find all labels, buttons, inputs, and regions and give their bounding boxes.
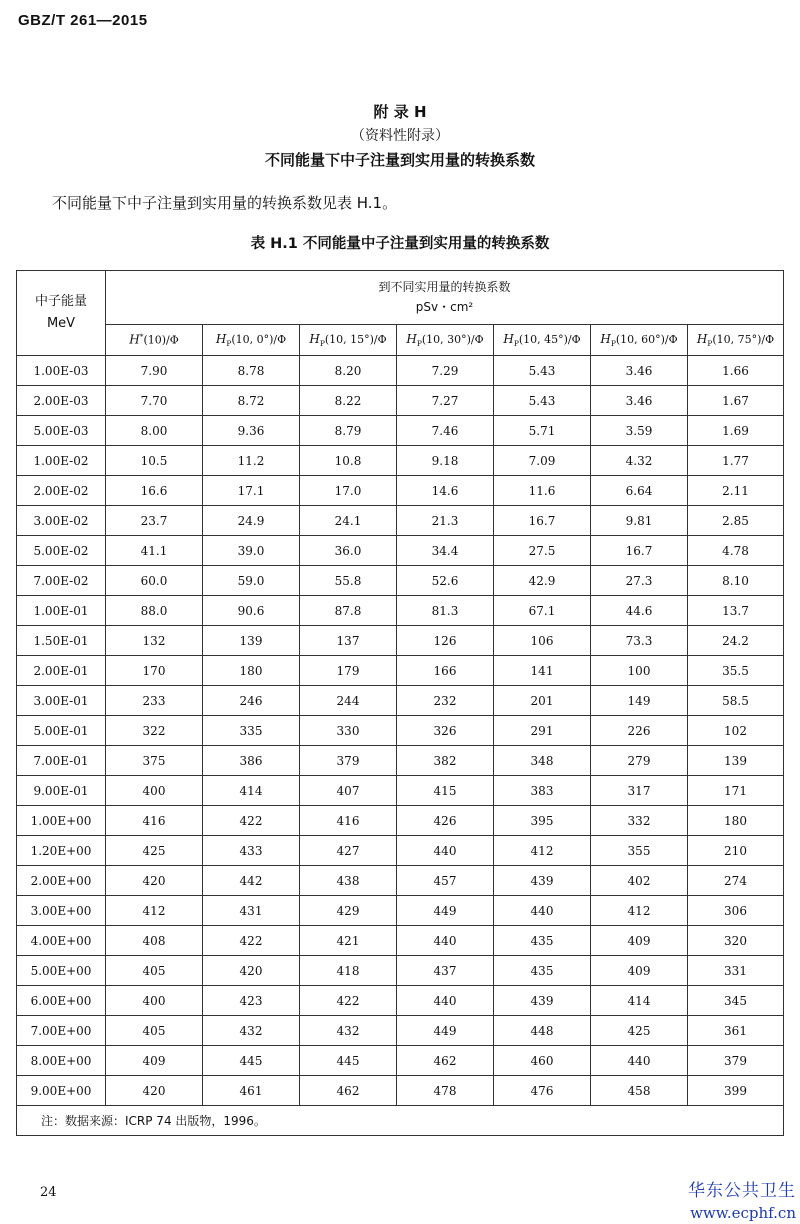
coefficient-cell: 55.8 (300, 566, 397, 596)
coefficient-cell: 35.5 (688, 656, 784, 686)
coefficient-cell: 132 (106, 626, 203, 656)
coefficient-cell: 379 (300, 746, 397, 776)
coefficient-cell: 423 (203, 986, 300, 1016)
energy-column-header (17, 271, 106, 356)
coefficient-cell: 4.78 (688, 536, 784, 566)
coefficient-cell: 16.7 (591, 536, 688, 566)
table-row (17, 836, 784, 866)
coefficient-cell: 44.6 (591, 596, 688, 626)
coefficient-cell: 462 (300, 1076, 397, 1106)
energy-header-unit: MeV (46, 316, 76, 331)
coefficient-cell: 414 (591, 986, 688, 1016)
coefficient-cell: 457 (397, 866, 494, 896)
coefficient-cell: 420 (203, 956, 300, 986)
coefficient-cell: 139 (688, 746, 784, 776)
table-row (17, 986, 784, 1016)
coefficient-cell: 11.6 (494, 476, 591, 506)
coefficient-cell: 210 (688, 836, 784, 866)
coefficient-cell: 81.3 (397, 596, 494, 626)
table-row (17, 656, 784, 686)
coefficient-cell: 179 (300, 656, 397, 686)
table-row (17, 596, 784, 626)
coefficient-cell: 433 (203, 836, 300, 866)
coefficient-cell: 326 (397, 716, 494, 746)
table-body (17, 356, 784, 1106)
page-number: 24 (40, 1185, 57, 1200)
coefficient-cell: 386 (203, 746, 300, 776)
quantity-header-7: $H_P(10$, 75°)/Φ (688, 324, 784, 355)
coefficient-cell: 409 (591, 926, 688, 956)
coefficient-cell: 170 (106, 656, 203, 686)
coefficient-cell: 106 (494, 626, 591, 656)
energy-cell: 8.00E+00 (17, 1046, 106, 1076)
table-row (17, 356, 784, 386)
coefficient-cell: 412 (494, 836, 591, 866)
quantity-header-4: $H_P(10$, 30°)/Φ (397, 324, 494, 355)
table-note-row (17, 1106, 784, 1136)
table-row (17, 866, 784, 896)
coefficient-cell: 8.72 (203, 386, 300, 416)
coefficient-cell: 322 (106, 716, 203, 746)
table-row (17, 896, 784, 926)
energy-cell: 5.00E-03 (17, 416, 106, 446)
table-row (17, 716, 784, 746)
table-row (17, 476, 784, 506)
coefficient-cell: 141 (494, 656, 591, 686)
coefficient-cell: 7.09 (494, 446, 591, 476)
coefficient-cell: 345 (688, 986, 784, 1016)
energy-cell: 4.00E+00 (17, 926, 106, 956)
watermark-name: 华东公共卫生 (688, 1181, 796, 1201)
table-container (16, 270, 783, 1136)
coefficient-cell: 16.6 (106, 476, 203, 506)
coefficient-cell: 448 (494, 1016, 591, 1046)
energy-cell: 1.00E-01 (17, 596, 106, 626)
coefficient-cell: 90.6 (203, 596, 300, 626)
coefficient-cell: 462 (397, 1046, 494, 1076)
coefficient-cell: 8.78 (203, 356, 300, 386)
coefficient-cell: 306 (688, 896, 784, 926)
coefficient-cell: 449 (397, 1016, 494, 1046)
group-header-unit: pSv・cm² (415, 300, 474, 315)
coefficient-cell: 23.7 (106, 506, 203, 536)
coefficient-cell: 420 (106, 866, 203, 896)
energy-cell: 3.00E-01 (17, 686, 106, 716)
coefficient-cell: 400 (106, 776, 203, 806)
coefficient-cell: 232 (397, 686, 494, 716)
coefficient-cell: 60.0 (106, 566, 203, 596)
coefficient-cell: 7.70 (106, 386, 203, 416)
coefficient-cell: 139 (203, 626, 300, 656)
coefficient-cell: 438 (300, 866, 397, 896)
coefficient-cell: 2.11 (688, 476, 784, 506)
coefficient-cell: 399 (688, 1076, 784, 1106)
energy-cell: 3.00E+00 (17, 896, 106, 926)
coefficient-cell: 41.1 (106, 536, 203, 566)
coefficient-cell: 440 (591, 1046, 688, 1076)
coefficient-cell: 9.18 (397, 446, 494, 476)
table-row (17, 626, 784, 656)
energy-cell: 7.00E+00 (17, 1016, 106, 1046)
appendix-label: 附 录 H (373, 103, 427, 121)
coefficient-cell: 440 (494, 896, 591, 926)
appendix-title: 不同能量下中子注量到实用量的转换系数 (264, 151, 535, 169)
coefficient-cell: 414 (203, 776, 300, 806)
coefficient-cell: 379 (688, 1046, 784, 1076)
coefficient-cell: 418 (300, 956, 397, 986)
coefficient-cell: 425 (591, 1016, 688, 1046)
coefficient-cell: 400 (106, 986, 203, 1016)
coefficient-cell: 458 (591, 1076, 688, 1106)
table-row (17, 776, 784, 806)
intro-paragraph: 不同能量下中子注量到实用量的转换系数见表 H.1。 (52, 194, 398, 212)
coefficient-cell: 409 (106, 1046, 203, 1076)
coefficient-cell: 16.7 (494, 506, 591, 536)
coefficient-cell: 445 (300, 1046, 397, 1076)
energy-cell: 2.00E+00 (17, 866, 106, 896)
coefficient-cell: 24.9 (203, 506, 300, 536)
coefficient-cell: 274 (688, 866, 784, 896)
energy-cell: 9.00E+00 (17, 1076, 106, 1106)
coefficient-cell: 317 (591, 776, 688, 806)
coefficient-cell: 8.20 (300, 356, 397, 386)
coefficient-cell: 42.9 (494, 566, 591, 596)
energy-cell: 2.00E-02 (17, 476, 106, 506)
coefficient-cell: 421 (300, 926, 397, 956)
coefficient-cell: 3.59 (591, 416, 688, 446)
coefficient-cell: 439 (494, 866, 591, 896)
coefficient-cell: 8.10 (688, 566, 784, 596)
coefficient-cell: 432 (300, 1016, 397, 1046)
energy-cell: 5.00E-01 (17, 716, 106, 746)
energy-cell: 2.00E-03 (17, 386, 106, 416)
coefficient-cell: 7.46 (397, 416, 494, 446)
coefficient-cell: 36.0 (300, 536, 397, 566)
quantity-header-2: $H_P(10$, 0°)/Φ (203, 324, 300, 355)
coefficient-group-header (106, 271, 784, 325)
coefficient-cell: 331 (688, 956, 784, 986)
coefficient-cell: 52.6 (397, 566, 494, 596)
coefficient-cell: 39.0 (203, 536, 300, 566)
table-note: 注：数据来源：ICRP 74 出版物，1996。 (17, 1106, 784, 1136)
table-row (17, 536, 784, 566)
coefficient-cell: 420 (106, 1076, 203, 1106)
coefficient-cell: 7.29 (397, 356, 494, 386)
energy-cell: 7.00E-02 (17, 566, 106, 596)
quantity-header-6: $H_P(10$, 60°)/Φ (591, 324, 688, 355)
coefficient-cell: 13.7 (688, 596, 784, 626)
coefficient-cell: 226 (591, 716, 688, 746)
table-row (17, 506, 784, 536)
coefficient-cell: 425 (106, 836, 203, 866)
coefficient-cell: 291 (494, 716, 591, 746)
coefficient-cell: 6.64 (591, 476, 688, 506)
energy-cell: 1.20E+00 (17, 836, 106, 866)
coefficient-cell: 330 (300, 716, 397, 746)
coefficient-cell: 402 (591, 866, 688, 896)
appendix-type: （资料性附录） (351, 128, 449, 144)
coefficient-cell: 426 (397, 806, 494, 836)
energy-cell: 1.00E-03 (17, 356, 106, 386)
coefficient-cell: 1.69 (688, 416, 784, 446)
coefficient-cell: 405 (106, 1016, 203, 1046)
coefficient-cell: 416 (300, 806, 397, 836)
coefficient-cell: 102 (688, 716, 784, 746)
coefficient-cell: 1.77 (688, 446, 784, 476)
coefficient-cell: 412 (591, 896, 688, 926)
watermark (688, 1180, 796, 1224)
coefficient-cell: 1.66 (688, 356, 784, 386)
coefficient-cell: 335 (203, 716, 300, 746)
coefficient-cell: 10.5 (106, 446, 203, 476)
table-caption: 表 H.1 不同能量中子注量到实用量的转换系数 (250, 236, 550, 252)
table-row (17, 416, 784, 446)
energy-cell: 7.00E-01 (17, 746, 106, 776)
coefficient-cell: 439 (494, 986, 591, 1016)
coefficient-cell: 100 (591, 656, 688, 686)
coefficient-cell: 460 (494, 1046, 591, 1076)
coefficient-cell: 180 (203, 656, 300, 686)
energy-cell: 6.00E+00 (17, 986, 106, 1016)
coefficient-cell: 27.3 (591, 566, 688, 596)
coefficient-cell: 332 (591, 806, 688, 836)
coefficient-cell: 5.71 (494, 416, 591, 446)
coefficient-cell: 7.90 (106, 356, 203, 386)
appendix-heading (0, 100, 800, 172)
coefficient-cell: 5.43 (494, 356, 591, 386)
coefficient-cell: 431 (203, 896, 300, 926)
coefficient-cell: 408 (106, 926, 203, 956)
coefficient-cell: 3.46 (591, 356, 688, 386)
coefficient-cell: 88.0 (106, 596, 203, 626)
coefficient-cell: 126 (397, 626, 494, 656)
table-row (17, 686, 784, 716)
coefficient-cell: 422 (203, 806, 300, 836)
coefficient-cell: 382 (397, 746, 494, 776)
coefficient-cell: 11.2 (203, 446, 300, 476)
coefficient-cell: 279 (591, 746, 688, 776)
energy-cell: 5.00E+00 (17, 956, 106, 986)
coefficient-cell: 375 (106, 746, 203, 776)
table-row (17, 926, 784, 956)
coefficient-cell: 355 (591, 836, 688, 866)
energy-cell: 1.00E-02 (17, 446, 106, 476)
table-row (17, 1076, 784, 1106)
coefficient-cell: 427 (300, 836, 397, 866)
coefficient-cell: 2.85 (688, 506, 784, 536)
table-row (17, 446, 784, 476)
coefficient-cell: 383 (494, 776, 591, 806)
coefficient-cell: 180 (688, 806, 784, 836)
coefficient-cell: 442 (203, 866, 300, 896)
energy-header-label: 中子能量 (34, 294, 87, 309)
coefficient-cell: 87.8 (300, 596, 397, 626)
energy-cell: 3.00E-02 (17, 506, 106, 536)
energy-cell: 5.00E-02 (17, 536, 106, 566)
coefficient-cell: 432 (203, 1016, 300, 1046)
coefficient-cell: 409 (591, 956, 688, 986)
energy-cell: 9.00E-01 (17, 776, 106, 806)
coefficient-cell: 8.00 (106, 416, 203, 446)
coefficient-cell: 478 (397, 1076, 494, 1106)
quantity-header-3: $H_P(10$, 15°)/Φ (300, 324, 397, 355)
coefficient-cell: 58.5 (688, 686, 784, 716)
coefficient-cell: 4.32 (591, 446, 688, 476)
coefficient-cell: 437 (397, 956, 494, 986)
table-row (17, 566, 784, 596)
coefficient-cell: 412 (106, 896, 203, 926)
table-row (17, 386, 784, 416)
coefficient-cell: 24.2 (688, 626, 784, 656)
quantity-header-row (17, 324, 784, 355)
coefficient-cell: 422 (300, 986, 397, 1016)
coefficient-cell: 27.5 (494, 536, 591, 566)
coefficient-cell: 73.3 (591, 626, 688, 656)
coefficient-cell: 415 (397, 776, 494, 806)
group-header-label: 到不同实用量的转换系数 (378, 280, 511, 295)
table-row (17, 806, 784, 836)
energy-cell: 1.50E-01 (17, 626, 106, 656)
coefficient-cell: 361 (688, 1016, 784, 1046)
quantity-header-5: $H_P(10$, 45°)/Φ (494, 324, 591, 355)
coefficient-cell: 24.1 (300, 506, 397, 536)
coefficient-cell: 5.43 (494, 386, 591, 416)
table-row (17, 1046, 784, 1076)
table-row (17, 956, 784, 986)
coefficient-cell: 10.8 (300, 446, 397, 476)
coefficient-cell: 440 (397, 836, 494, 866)
coefficient-cell: 9.81 (591, 506, 688, 536)
coefficient-cell: 1.67 (688, 386, 784, 416)
watermark-url: www.ecphf.cn (690, 1204, 796, 1222)
coefficient-cell: 395 (494, 806, 591, 836)
table-row (17, 746, 784, 776)
coefficient-cell: 171 (688, 776, 784, 806)
coefficient-cell: 7.27 (397, 386, 494, 416)
standard-code: GBZ/T 261—2015 (18, 12, 148, 29)
coefficient-cell: 435 (494, 956, 591, 986)
energy-cell: 2.00E-01 (17, 656, 106, 686)
coefficient-cell: 440 (397, 986, 494, 1016)
coefficient-cell: 34.4 (397, 536, 494, 566)
coefficient-cell: 166 (397, 656, 494, 686)
coefficient-cell: 445 (203, 1046, 300, 1076)
conversion-coefficient-table (16, 270, 784, 1136)
coefficient-cell: 14.6 (397, 476, 494, 506)
coefficient-cell: 405 (106, 956, 203, 986)
quantity-header-1: H*(10)/Φ (106, 324, 203, 355)
coefficient-cell: 8.79 (300, 416, 397, 446)
coefficient-cell: 429 (300, 896, 397, 926)
coefficient-cell: 17.1 (203, 476, 300, 506)
energy-cell: 1.00E+00 (17, 806, 106, 836)
coefficient-cell: 17.0 (300, 476, 397, 506)
coefficient-cell: 21.3 (397, 506, 494, 536)
coefficient-cell: 440 (397, 926, 494, 956)
coefficient-cell: 416 (106, 806, 203, 836)
coefficient-cell: 8.22 (300, 386, 397, 416)
coefficient-cell: 449 (397, 896, 494, 926)
coefficient-cell: 244 (300, 686, 397, 716)
coefficient-cell: 476 (494, 1076, 591, 1106)
coefficient-cell: 137 (300, 626, 397, 656)
coefficient-cell: 435 (494, 926, 591, 956)
coefficient-cell: 3.46 (591, 386, 688, 416)
coefficient-cell: 422 (203, 926, 300, 956)
table-row (17, 1016, 784, 1046)
coefficient-cell: 201 (494, 686, 591, 716)
coefficient-cell: 407 (300, 776, 397, 806)
coefficient-cell: 67.1 (494, 596, 591, 626)
coefficient-cell: 320 (688, 926, 784, 956)
coefficient-cell: 246 (203, 686, 300, 716)
coefficient-cell: 461 (203, 1076, 300, 1106)
coefficient-cell: 9.36 (203, 416, 300, 446)
coefficient-cell: 149 (591, 686, 688, 716)
coefficient-cell: 233 (106, 686, 203, 716)
coefficient-cell: 59.0 (203, 566, 300, 596)
coefficient-cell: 348 (494, 746, 591, 776)
